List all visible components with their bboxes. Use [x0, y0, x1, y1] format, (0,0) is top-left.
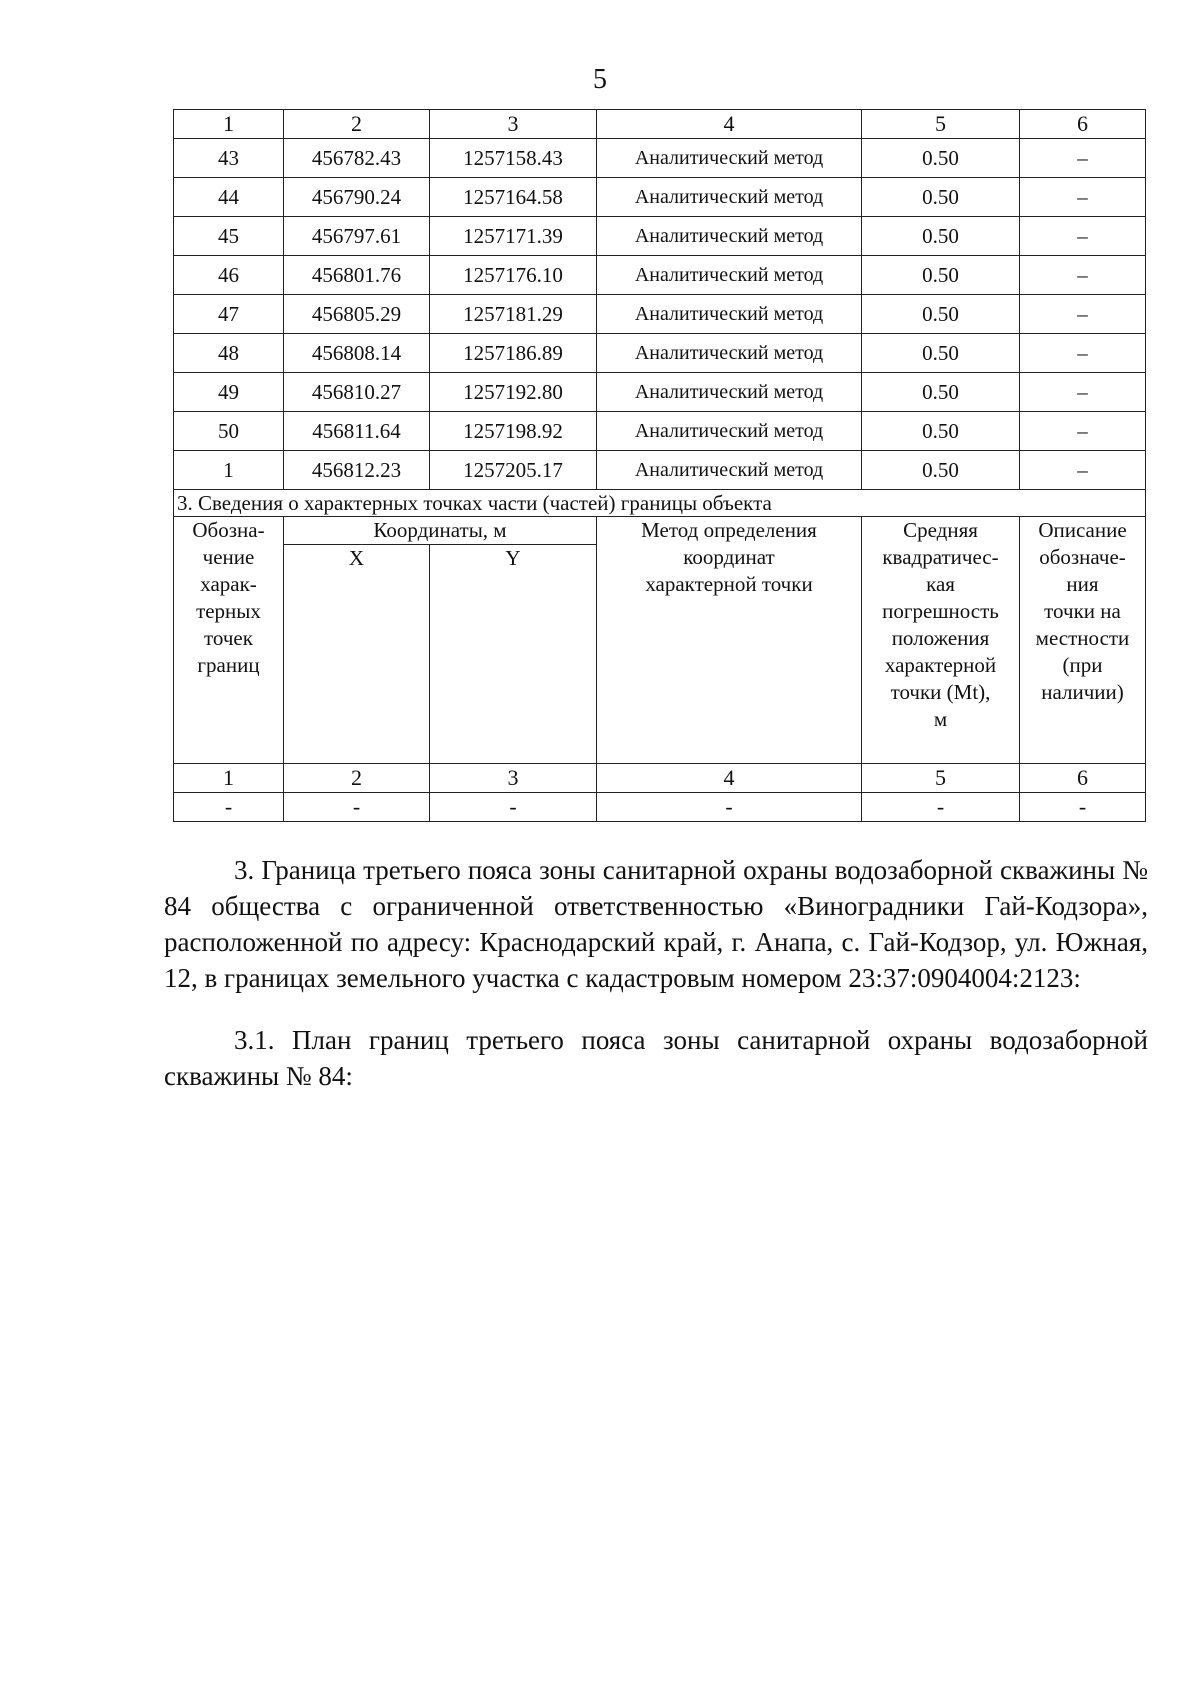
- column-header-row: [174, 517, 1146, 545]
- empty-cell: -: [1020, 793, 1146, 822]
- method-cell: Аналитический метод: [597, 256, 862, 295]
- x-cell: 456790.24: [284, 178, 430, 217]
- error-cell: 0.50: [862, 295, 1020, 334]
- x-cell: 456810.27: [284, 373, 430, 412]
- y-cell: 1257192.80: [430, 373, 597, 412]
- point-cell: 1: [174, 451, 284, 490]
- y-cell: 1257171.39: [430, 217, 597, 256]
- paragraph-plan: 3.1. План границ третьего пояса зоны санитарной охраны водозаборной скважины № 84:: [164, 1025, 1148, 1091]
- coordinates-table: [173, 109, 1146, 822]
- error-cell: 0.50: [862, 451, 1020, 490]
- x-cell: 456797.61: [284, 217, 430, 256]
- column-number-row-2: [174, 764, 1146, 793]
- error-cell: 0.50: [862, 256, 1020, 295]
- x-cell: 456801.76: [284, 256, 430, 295]
- description-cell: –: [1020, 256, 1146, 295]
- error-cell: 0.50: [862, 373, 1020, 412]
- y-cell: 1257186.89: [430, 334, 597, 373]
- empty-cell: -: [174, 793, 284, 822]
- header-y: Y: [430, 545, 597, 764]
- empty-data-row: [174, 793, 1146, 822]
- point-cell: 45: [174, 217, 284, 256]
- y-cell: 1257176.10: [430, 256, 597, 295]
- empty-cell: -: [430, 793, 597, 822]
- column-number: 3: [430, 764, 597, 793]
- table-row: [174, 295, 1146, 334]
- method-cell: Аналитический метод: [597, 412, 862, 451]
- column-number: 3: [430, 110, 597, 139]
- table-row: [174, 451, 1146, 490]
- table-row: [174, 178, 1146, 217]
- description-cell: –: [1020, 217, 1146, 256]
- x-cell: 456811.64: [284, 412, 430, 451]
- header-point-designation: Обозна- чение харак- терных точек границ: [174, 517, 284, 764]
- method-cell: Аналитический метод: [597, 217, 862, 256]
- empty-cell: -: [862, 793, 1020, 822]
- y-cell: 1257181.29: [430, 295, 597, 334]
- column-number: 5: [862, 110, 1020, 139]
- x-cell: 456782.43: [284, 139, 430, 178]
- method-cell: Аналитический метод: [597, 373, 862, 412]
- header-method: Метод определения координат характерной точки: [597, 517, 862, 764]
- error-cell: 0.50: [862, 334, 1020, 373]
- paragraph-zone-boundary: 3. Граница третьего пояса зоны санитарной охраны водозаборной скважины № 84 общества с ограниченной ответственностью «Виноградники Гай-Кодзора», расположенной по адресу: Краснодарский край, г. Анапа, с. Гай-Кодзор, ул. Южная, 12, в границах земельного участка с кадастровым номером 23:37:0904004:2123:: [164, 855, 1148, 993]
- header-coordinates: Координаты, м: [284, 517, 597, 545]
- y-cell: 1257158.43: [430, 139, 597, 178]
- header-x: X: [284, 545, 430, 764]
- table-row: [174, 373, 1146, 412]
- column-number: 1: [174, 110, 284, 139]
- header-error: Средняя квадратичес- кая погрешность положения характерной точки (Mt), м: [862, 517, 1020, 764]
- header-description: Описание обозначе- ния точки на местности (при наличии): [1020, 517, 1146, 764]
- error-cell: 0.50: [862, 217, 1020, 256]
- empty-cell: -: [284, 793, 430, 822]
- table-row: [174, 217, 1146, 256]
- description-cell: –: [1020, 451, 1146, 490]
- description-cell: –: [1020, 373, 1146, 412]
- point-cell: 46: [174, 256, 284, 295]
- table-row: [174, 256, 1146, 295]
- method-cell: Аналитический метод: [597, 178, 862, 217]
- method-cell: Аналитический метод: [597, 295, 862, 334]
- section-title: 3. Сведения о характерных точках части (частей) границы объекта: [174, 490, 1146, 517]
- method-cell: Аналитический метод: [597, 451, 862, 490]
- description-cell: –: [1020, 412, 1146, 451]
- column-number: 6: [1020, 110, 1146, 139]
- description-cell: –: [1020, 334, 1146, 373]
- table-row: [174, 412, 1146, 451]
- point-cell: 47: [174, 295, 284, 334]
- y-cell: 1257205.17: [430, 451, 597, 490]
- column-number: 2: [284, 110, 430, 139]
- y-cell: 1257164.58: [430, 178, 597, 217]
- column-number: 1: [174, 764, 284, 793]
- column-number: 5: [862, 764, 1020, 793]
- column-number: 4: [597, 764, 862, 793]
- point-cell: 48: [174, 334, 284, 373]
- point-cell: 49: [174, 373, 284, 412]
- method-cell: Аналитический метод: [597, 334, 862, 373]
- section-title-row: [174, 490, 1146, 517]
- y-cell: 1257198.92: [430, 412, 597, 451]
- description-cell: –: [1020, 295, 1146, 334]
- error-cell: 0.50: [862, 178, 1020, 217]
- column-number: 6: [1020, 764, 1146, 793]
- method-cell: Аналитический метод: [597, 139, 862, 178]
- description-cell: –: [1020, 139, 1146, 178]
- page-number: 5: [593, 64, 607, 95]
- table-row: [174, 139, 1146, 178]
- description-cell: –: [1020, 178, 1146, 217]
- column-number: 2: [284, 764, 430, 793]
- empty-cell: -: [597, 793, 862, 822]
- error-cell: 0.50: [862, 412, 1020, 451]
- point-cell: 43: [174, 139, 284, 178]
- column-number: 4: [597, 110, 862, 139]
- point-cell: 50: [174, 412, 284, 451]
- column-number-row: [174, 110, 1146, 139]
- table-row: [174, 334, 1146, 373]
- x-cell: 456805.29: [284, 295, 430, 334]
- x-cell: 456812.23: [284, 451, 430, 490]
- point-cell: 44: [174, 178, 284, 217]
- x-cell: 456808.14: [284, 334, 430, 373]
- error-cell: 0.50: [862, 139, 1020, 178]
